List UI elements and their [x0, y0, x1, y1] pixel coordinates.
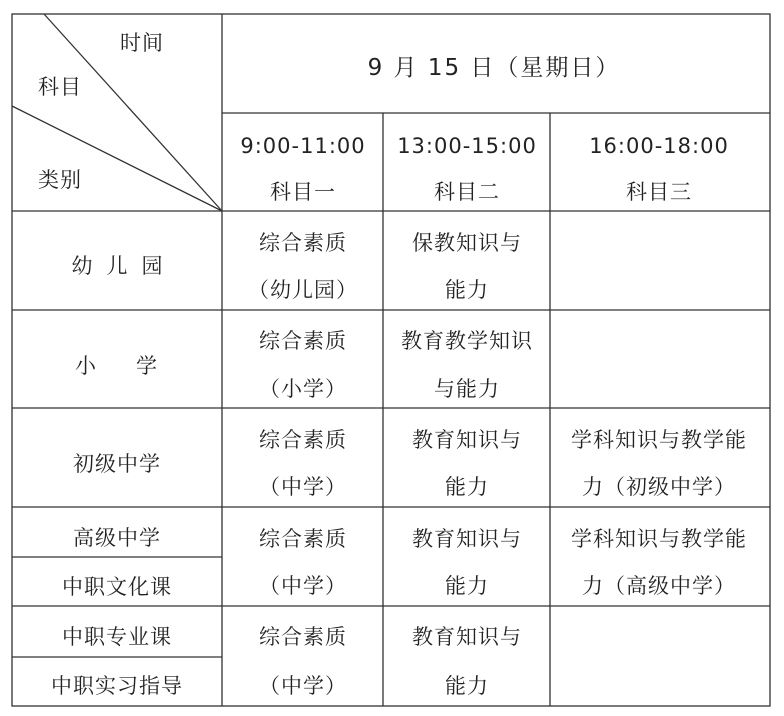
table-cell: 教育知识与 — [412, 527, 522, 551]
session-subject: 科目二 — [434, 180, 500, 204]
table-cell: 与能力 — [434, 377, 500, 401]
session-time: 9:00-11:00 — [240, 134, 366, 158]
header-category-label: 类别 — [38, 168, 82, 192]
session-subject: 科目一 — [270, 180, 336, 204]
table-cell: 学科知识与教学能 — [571, 428, 747, 452]
category-label: 中职文化课 — [62, 575, 172, 599]
table-cell: 能力 — [445, 278, 489, 302]
table-cell: 能力 — [445, 475, 489, 499]
session-time: 13:00-15:00 — [397, 134, 537, 158]
date-header: 9 月 15 日（星期日） — [367, 55, 621, 81]
table-cell: 综合素质 — [259, 329, 347, 353]
session-time: 16:00-18:00 — [589, 134, 729, 158]
table-cell: 力（高级中学） — [582, 574, 736, 598]
table-cell: （小学） — [259, 377, 347, 401]
table-cell: 能力 — [445, 674, 489, 698]
category-label: 初级中学 — [73, 452, 161, 476]
table-cell: 综合素质 — [259, 625, 347, 649]
table-cell: （中学） — [259, 674, 347, 698]
header-time-label: 时间 — [120, 31, 164, 55]
table-cell: 保教知识与 — [412, 231, 522, 255]
table-cell: 学科知识与教学能 — [571, 527, 747, 551]
table-cell: 综合素质 — [259, 428, 347, 452]
diagonal-line — [12, 106, 222, 211]
table-cell: 教育教学知识 — [401, 329, 533, 353]
category-label: 幼儿园 — [71, 254, 177, 278]
table-cell: （中学） — [259, 475, 347, 499]
table-cell: （幼儿园） — [248, 278, 358, 302]
table-cell: 综合素质 — [259, 231, 347, 255]
category-label: 中职专业课 — [62, 625, 172, 649]
table-cell: （中学） — [259, 574, 347, 598]
header-subject-label: 科目 — [38, 75, 82, 99]
table-cell: 力（初级中学） — [582, 475, 736, 499]
table-cell: 能力 — [445, 574, 489, 598]
table-cell: 综合素质 — [259, 527, 347, 551]
category-label: 小学 — [75, 354, 197, 378]
table-cell: 教育知识与 — [412, 625, 522, 649]
category-label: 高级中学 — [73, 526, 161, 550]
table-cell: 教育知识与 — [412, 428, 522, 452]
category-label: 中职实习指导 — [51, 674, 183, 698]
session-subject: 科目三 — [626, 180, 692, 204]
